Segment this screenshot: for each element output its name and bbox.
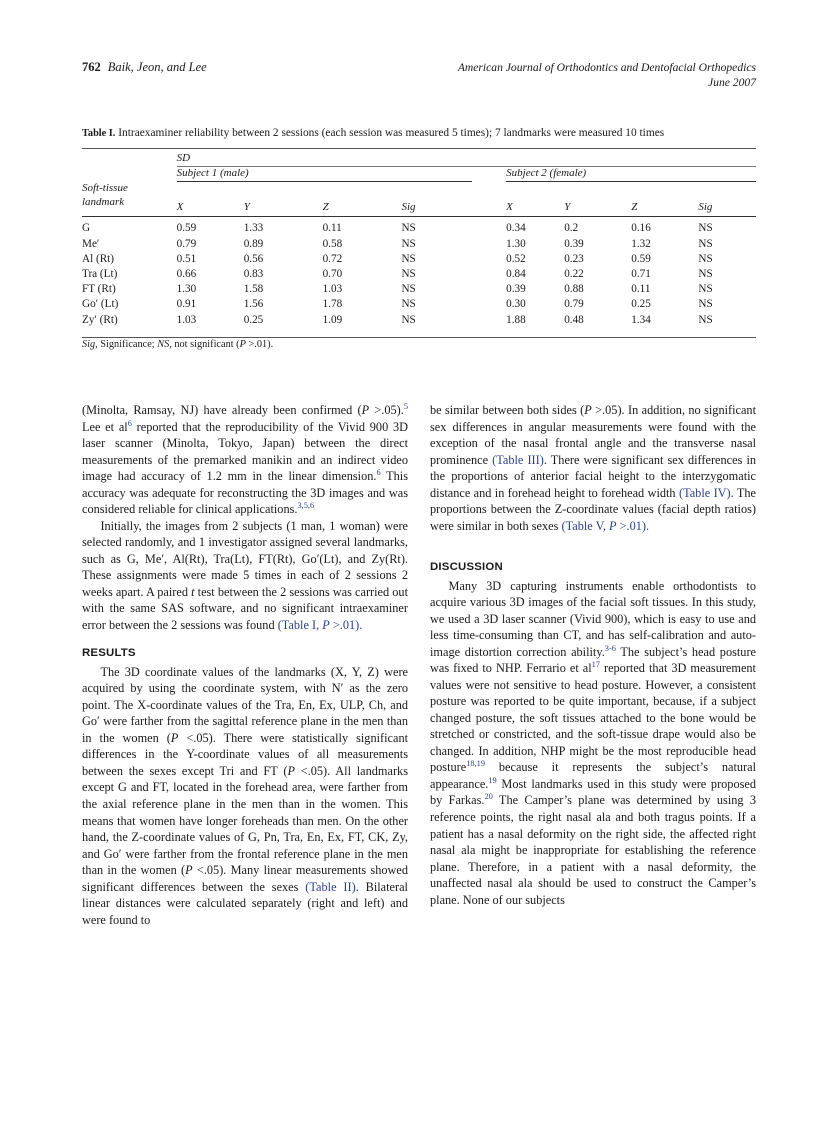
column-header-s1-x: X — [176, 201, 184, 214]
stub-header-line-2: landmark — [82, 196, 125, 209]
text-run: (Minolta, Ramsay, NJ) have already been confirmed ( — [82, 403, 362, 417]
table-row — [82, 312, 756, 327]
paragraph-discussion — [430, 578, 756, 909]
cell-s1-x: 0.51 — [176, 252, 197, 265]
text-run: The Camper’s plane was determined by using 3 reference points, the right nasal ala and both tragus points. If a patient has a nasal deformity on the right side, the affected right nasal ala might be inappropriate for establishing the reference plane. Therefore, in a patient with a nasal deformity, the unaffected nasal ala should be used to construct the Camper’s plane. None of our subjects — [430, 793, 757, 907]
column-header-s1-sig: Sig — [401, 201, 416, 214]
text-run: The subject’s head posture was fixed to NHP. Ferrario et al — [430, 644, 757, 676]
running-head-authors: Baik, Jeon, and Lee — [107, 60, 207, 74]
cell-s1-x: 0.79 — [176, 237, 197, 250]
p-symbol: P — [361, 403, 370, 417]
table-row — [82, 251, 756, 266]
cell-s2-x: 1.88 — [506, 313, 526, 326]
paragraph-continuation — [82, 402, 408, 518]
spacer-cell — [472, 251, 506, 266]
cell-s2-y: 0.39 — [564, 237, 584, 250]
footnote-sig-text: Significance; — [97, 338, 158, 350]
body-column-right — [430, 402, 756, 908]
text-run: >.05). In addition, no significant sex differences in angular measurements were found with the exception of the nasal frontal angle and the transverse nasal prominence — [430, 403, 756, 467]
table-reference-link[interactable]: (Table IV) — [678, 485, 731, 500]
spacer-cell — [472, 312, 506, 327]
cell-s1-y: 1.56 — [243, 298, 264, 311]
spacer-cell — [472, 282, 506, 297]
cell-s2-z: 0.25 — [631, 298, 651, 311]
table-body — [82, 217, 756, 337]
reference-marker[interactable]: 18,19 — [466, 759, 486, 769]
running-head-left — [82, 60, 207, 75]
table-row — [82, 236, 756, 251]
cell-landmark: Al (Rt) — [82, 252, 115, 265]
column-header-s2-sig: Sig — [698, 201, 713, 214]
cell-s1-y: 0.25 — [243, 313, 264, 326]
running-head-right — [458, 60, 756, 91]
cell-s2-x: 0.30 — [506, 298, 526, 311]
cell-s2-z: 0.71 — [631, 267, 651, 280]
cell-s2-sig: NS — [698, 313, 713, 326]
cell-landmark: Zy′ (Rt) — [82, 313, 118, 326]
p-symbol: P — [584, 403, 592, 417]
table-row — [82, 266, 756, 281]
table-caption — [82, 126, 756, 142]
group-header-subject-1: Subject 1 (male) — [176, 166, 249, 179]
cell-s1-x: 0.91 — [176, 298, 197, 311]
table-column-header-row — [82, 181, 756, 213]
text-run: because it represents the subject’s natural appearance. — [430, 760, 756, 791]
text-run: . There were significant sex differences in the proportions of anterior facial height to the interzygomatic distance and in forehead height to forehead width — [430, 452, 757, 500]
cell-s1-y: 0.83 — [243, 267, 264, 280]
cell-s1-sig: NS — [401, 237, 416, 250]
cell-s1-y: 0.89 — [243, 237, 264, 250]
cell-s2-sig: NS — [698, 267, 713, 280]
footnote-ns-text: not significant ( — [171, 338, 240, 350]
reference-marker[interactable]: 3,5,6 — [297, 501, 315, 511]
text-run: >.05). — [369, 403, 404, 417]
cell-s2-x: 0.39 — [506, 283, 526, 296]
cell-s1-y: 1.33 — [243, 222, 264, 235]
cell-s1-x: 1.30 — [176, 283, 197, 296]
cell-s1-sig: NS — [401, 283, 416, 296]
table-bottom-rule — [82, 327, 756, 337]
cell-s1-sig: NS — [401, 313, 416, 326]
running-head — [82, 60, 756, 91]
cell-s2-y: 0.48 — [564, 313, 584, 326]
cell-s2-z: 0.11 — [631, 283, 651, 296]
text-run: reported that the reproducibility of the Vivid 900 3D laser scanner (Minolta, Tokyo, Japan) between the direct measurements of the premarked manikin and an indirect video image had accuracy of 1.2 mm in the linear dimension. — [82, 419, 409, 484]
spacer-cell — [82, 152, 177, 164]
cell-s1-sig: NS — [401, 298, 416, 311]
table-block — [82, 126, 756, 351]
cell-s2-sig: NS — [698, 237, 713, 250]
paragraph-results-continued — [430, 402, 756, 534]
p-symbol: P — [185, 863, 193, 878]
paragraph-methods-landmarks — [82, 518, 408, 634]
text-run: Many 3D capturing instruments enable orthodontists to acquire various 3D images of the facial soft tissues. In this study, we used a 3D laser scanner (Vivid 900), which is easy to use and less time-consuming than CT, and has self-calibration and auto-image distortion correction ability. — [430, 578, 756, 659]
table-head — [82, 148, 756, 217]
p-symbol: P — [322, 617, 330, 632]
cell-s1-z: 1.09 — [322, 313, 343, 326]
cell-s1-sig: NS — [401, 267, 416, 280]
cell-s2-x: 0.52 — [506, 252, 526, 265]
footnote-sig-abbr: Sig, — [82, 338, 98, 350]
cell-s2-sig: NS — [698, 222, 713, 235]
table-foot — [82, 337, 756, 351]
body-column-left — [82, 402, 408, 928]
cell-s2-y: 0.88 — [564, 283, 584, 296]
footnote-p-tail: >.01). — [245, 338, 274, 350]
table-footnote — [82, 337, 756, 351]
xref-tail: >.01). — [616, 518, 650, 533]
column-header-s1-z: Z — [322, 201, 329, 214]
cell-s2-sig: NS — [698, 298, 713, 311]
cell-s1-z: 0.58 — [322, 237, 343, 250]
intraexaminer-reliability-table — [82, 148, 756, 351]
text-run: . The proportions between the Z-coordinate values (facial depth ratios) were similar in both sexes — [430, 485, 757, 533]
table-label: Table I. — [82, 128, 116, 139]
spacer-cell — [82, 166, 177, 179]
cell-landmark: G — [82, 222, 91, 235]
sd-span-header: SD — [176, 151, 191, 164]
cell-s2-x: 0.84 — [506, 267, 526, 280]
reference-marker[interactable]: 6 — [127, 418, 132, 428]
cell-s1-z: 0.11 — [322, 222, 342, 235]
section-heading-results: RESULTS — [82, 647, 136, 660]
group-header-subject-2: Subject 2 (female) — [506, 166, 587, 179]
cell-s1-z: 1.78 — [322, 298, 343, 311]
spacer-cell — [472, 266, 506, 281]
column-header-s2-z: Z — [631, 201, 638, 214]
cell-landmark: FT (Rt) — [82, 283, 116, 296]
text-run: be similar between both sides ( — [430, 403, 585, 417]
table-reference-link[interactable] — [561, 519, 649, 533]
paragraph-results — [82, 664, 408, 929]
text-run: This accuracy was adequate for reconstructing the 3D images and was considered reliable for clinical applications. — [82, 469, 408, 517]
xref-text: (Table I, — [277, 617, 323, 632]
text-run: reported that 3D measurement values were not sensitive to head posture. However, a consistent posture was reported to be quite important, because, if a subject changed posture, the soft tissues attached to the bone would be stretched or constricted, and the soft-tissue drape would also be changed. In addition, NHP might be the most reproducible head posture — [430, 661, 756, 775]
page-number: 762 — [82, 60, 101, 74]
text-run: <.05). There were statistically significant differences in the Y-coordinate values of all measurements between the sexes except Tri and FT ( — [82, 730, 409, 778]
text-run: . Bilateral linear distances were calculated separately (right and left) and were found to — [82, 879, 408, 927]
cell-s1-y: 1.58 — [243, 283, 264, 296]
p-symbol: P — [287, 763, 295, 778]
table-reference-link[interactable] — [278, 618, 363, 632]
cell-s2-sig: NS — [698, 283, 713, 296]
cell-s2-y: 0.22 — [564, 267, 584, 280]
cell-s1-z: 0.70 — [322, 267, 343, 280]
section-heading-discussion: DISCUSSION — [430, 561, 503, 574]
text-run: Most landmarks used in this study were proposed by Farkas. — [430, 776, 756, 808]
table-group-header-row — [82, 166, 756, 179]
cell-s2-z: 0.59 — [631, 252, 651, 265]
cell-s1-z: 1.03 — [322, 283, 343, 296]
table-row — [82, 217, 756, 236]
text-run: test between the 2 sessions was carried out with the same SAS software, and no significant intraexaminer error between the 2 sessions was found — [82, 584, 408, 632]
column-header-s1-y: Y — [243, 201, 250, 214]
issue-date: June 2007 — [708, 76, 756, 90]
table-reference-link[interactable]: (Table II) — [305, 879, 356, 894]
stub-header-line-1: Soft-tissue — [82, 182, 128, 195]
table-reference-link[interactable]: (Table III) — [492, 452, 544, 467]
text-run: Lee et al — [82, 419, 128, 434]
reference-marker[interactable]: 3-6 — [604, 643, 616, 653]
text-run: The 3D coordinate values of the landmarks (X, Y, Z) were acquired by using the coordinate system, with N′ as the zero point. The X-coordinate values of the Tra, En, Ex, ULP, Ch, and Go′ were farther from the sagittal reference plane in the men than in the women ( — [82, 664, 408, 745]
spacer-cell — [472, 297, 506, 312]
spacer-cell — [472, 217, 506, 236]
stub-header — [82, 181, 177, 213]
xref-text: (Table V, — [561, 518, 610, 533]
cell-s2-y: 0.79 — [564, 298, 584, 311]
cell-s1-sig: NS — [401, 252, 416, 265]
reference-marker[interactable]: 17 — [591, 660, 600, 670]
xref-tail: >.01). — [329, 617, 363, 632]
cell-landmark: Go′ (Lt) — [82, 298, 119, 311]
cell-s1-x: 1.03 — [176, 313, 197, 326]
cell-s1-y: 0.56 — [243, 252, 264, 265]
cell-s2-sig: NS — [698, 252, 713, 265]
column-header-s2-x: X — [506, 201, 513, 214]
spacer-cell — [472, 236, 506, 251]
cell-s2-z: 0.16 — [631, 222, 651, 235]
cell-s2-x: 1.30 — [506, 237, 526, 250]
cell-landmark: Me′ — [82, 237, 100, 250]
text-run: <.05). All landmarks except G and FT, located in the forehead area, were farther from the axial reference plane in the men than in the women. This means that women have longer foreheads than men. On the other hand, the Z-coordinate values of G, Pn, Tra, En, Ex, FT, CK, Zy, and Go′ were farther from the frontal reference plane in the men than in the women ( — [82, 763, 408, 878]
table-caption-text: Intraexaminer reliability between 2 sessions (each session was measured 5 times); 7 landmarks were measured 10 times — [118, 127, 665, 139]
cell-s2-y: 0.23 — [564, 252, 584, 265]
column-header-s2-y: Y — [564, 201, 571, 214]
cell-s2-y: 0.2 — [564, 222, 579, 235]
p-symbol: P — [170, 730, 179, 745]
cell-s1-sig: NS — [401, 222, 416, 235]
cell-s2-z: 1.34 — [631, 313, 651, 326]
footnote-ns-abbr: NS, — [157, 338, 172, 350]
spacer-cell — [472, 166, 506, 179]
cell-landmark: Tra (Lt) — [82, 267, 118, 280]
table-span-header-row — [82, 152, 756, 164]
table-row — [82, 297, 756, 312]
cell-s1-z: 0.72 — [322, 252, 343, 265]
footnote-p-symbol: P — [239, 338, 246, 350]
cell-s2-z: 1.32 — [631, 237, 651, 250]
p-symbol: P — [609, 518, 617, 533]
reference-marker[interactable]: 6 — [376, 468, 381, 478]
text-run: <.05). Many linear measurements showed significant differences between the sexes — [82, 863, 408, 894]
cell-s1-x: 0.59 — [176, 222, 197, 235]
cell-s2-x: 0.34 — [506, 222, 526, 235]
t-test-symbol: t — [191, 584, 195, 599]
text-run: Initially, the images from 2 subjects (1 man, 1 woman) were selected randomly, and 1 investigator assigned several landmarks, such as G, Me′, Al(Rt), Tra(Lt), FT(Rt), Go′(Lt), and Zy(Rt). These assignments were made 5 times in each of 2 sessions 2 weeks apart. A paired — [82, 518, 408, 599]
reference-marker[interactable]: 20 — [484, 792, 493, 802]
reference-marker[interactable]: 5 — [403, 401, 408, 411]
journal-title: American Journal of Orthodontics and Dentofacial Orthopedics — [457, 61, 756, 74]
reference-marker[interactable]: 19 — [488, 775, 497, 785]
table-row — [82, 282, 756, 297]
cell-s1-x: 0.66 — [176, 267, 197, 280]
spacer-cell — [472, 181, 506, 213]
